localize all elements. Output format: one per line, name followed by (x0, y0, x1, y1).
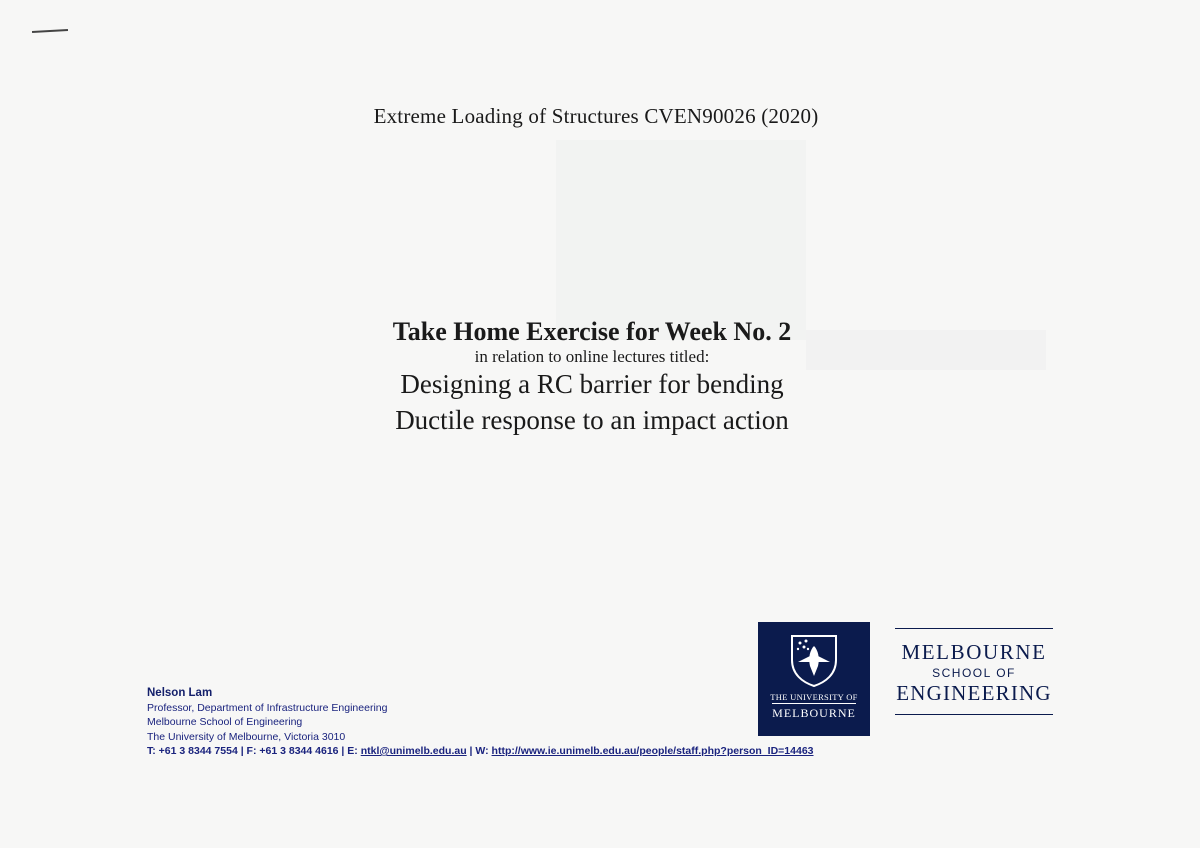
divider (895, 714, 1053, 715)
phone-fax: T: +61 3 8344 7554 | F: +61 3 8344 4616 | E: (147, 745, 361, 757)
lecture-topic: Designing a RC barrier for bending (400, 369, 784, 399)
crest-icon (788, 632, 840, 688)
wordmark-line2: SCHOOL OF (932, 666, 1016, 680)
contact-details (147, 744, 814, 759)
contact-role: Professor, Department of Infrastructure Engineering (147, 701, 388, 714)
web-label: | W: (466, 745, 492, 757)
pen-mark (32, 29, 68, 33)
lecture-topic: Ductile response to an impact action (395, 405, 789, 435)
uom-logo-line2: MELBOURNE (772, 703, 856, 721)
page-title: Take Home Exercise for Week No. 2 (392, 317, 792, 346)
contact-name: Nelson Lam (147, 687, 213, 699)
contact-school: Melbourne School of Engineering (147, 716, 303, 728)
web-link[interactable]: http://www.ie.unimelb.edu.au/people/staff.php?person_ID=14463 (491, 745, 814, 757)
contact-address: The University of Melbourne, Victoria 3010 (147, 730, 346, 743)
school-wordmark (895, 628, 1053, 715)
contact-block (147, 686, 814, 759)
wordmark-line1: MELBOURNE (901, 640, 1047, 664)
wordmark-line3: ENGINEERING (896, 681, 1052, 705)
divider (895, 628, 1053, 629)
uom-logo-line1: THE UNIVERSITY OF (770, 692, 858, 702)
course-header: Extreme Loading of Structures CVEN90026 (2020) (373, 104, 819, 128)
scan-bleed-through (556, 140, 806, 340)
title-block (0, 316, 1184, 438)
email-link[interactable]: ntkl@unimelb.edu.au (360, 745, 467, 757)
university-logo (758, 622, 870, 736)
page-subtitle: in relation to online lectures titled: (474, 347, 710, 366)
